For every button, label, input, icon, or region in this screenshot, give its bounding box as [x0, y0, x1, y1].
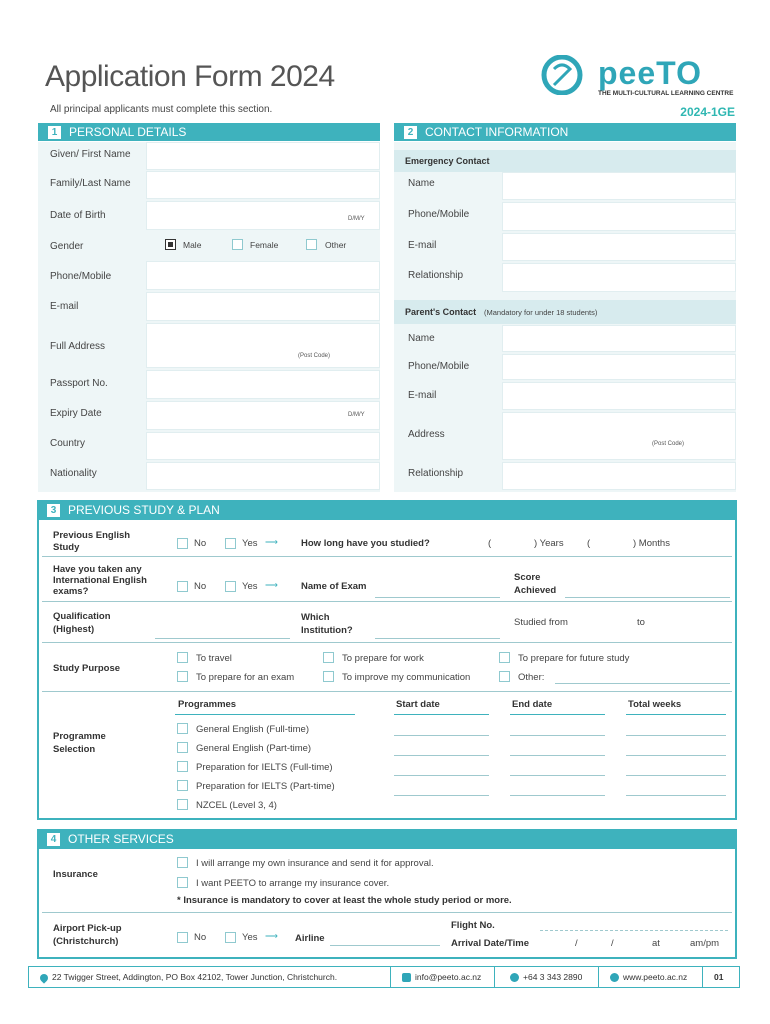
intl-exam-label: Have you taken any International English exams?	[53, 564, 147, 597]
start-date-line[interactable]	[394, 735, 489, 736]
parent-name-label: Name	[408, 333, 435, 344]
divider	[702, 967, 703, 987]
section-contact-info-header	[394, 123, 736, 141]
total-weeks-underline	[626, 714, 726, 715]
parent-email-label: E-mail	[408, 390, 437, 401]
address-field[interactable]	[146, 323, 380, 368]
expiry-field[interactable]	[146, 401, 380, 430]
years-open-paren: (	[488, 538, 492, 549]
end-date-line[interactable]	[510, 735, 605, 736]
parent-address-field[interactable]	[502, 412, 736, 460]
section-previous-study-header	[37, 500, 737, 520]
footer-email-text[interactable]: info@peeto.ac.nz	[415, 972, 482, 982]
parent-address-label: Address	[408, 429, 445, 440]
years-label: ) Years	[534, 538, 564, 549]
label-email: E-mail	[50, 301, 79, 312]
section-number: 1	[48, 126, 61, 139]
qualification-label: Qualification (Highest)	[53, 611, 111, 635]
purpose-other-label: Other:	[518, 672, 545, 683]
peeto-logo-icon	[540, 55, 592, 95]
section-number: 2	[404, 126, 417, 139]
purpose-travel-label: To travel	[196, 653, 232, 664]
end-date-line[interactable]	[510, 775, 605, 776]
label-gender: Gender	[50, 241, 84, 252]
purpose-other-checkbox[interactable]	[499, 671, 510, 682]
purpose-work-label: To prepare for work	[342, 653, 424, 664]
end-date-line[interactable]	[510, 795, 605, 796]
start-date-line[interactable]	[394, 795, 489, 796]
mail-icon	[402, 973, 411, 982]
phone-icon	[510, 973, 519, 982]
total-weeks-line[interactable]	[626, 775, 726, 776]
start-date-header: Start date	[396, 699, 440, 710]
programmes-underline	[175, 714, 355, 715]
phone-field[interactable]	[146, 261, 380, 290]
page-title: Application Form 2024	[45, 60, 335, 93]
purpose-future-study-label: To prepare for future study	[518, 653, 630, 664]
total-weeks-line[interactable]	[626, 735, 726, 736]
parent-phone-label: Phone/Mobile	[408, 361, 470, 372]
insurance-note: * Insurance is mandatory to cover at least the whole study period or more.	[177, 895, 512, 906]
programme-ielts-fulltime-label: Preparation for IELTS (Full-time)	[196, 762, 333, 773]
label-passport: Passport No.	[50, 378, 108, 389]
parent-email-field[interactable]	[502, 382, 736, 410]
flight-no-line[interactable]	[540, 930, 730, 931]
start-date-line[interactable]	[394, 775, 489, 776]
intl-exam-yes-checkbox[interactable]	[225, 581, 236, 592]
email-field[interactable]	[146, 292, 380, 321]
expiry-format-hint: D/M/Y	[348, 412, 365, 418]
programme-ge-parttime-label: General English (Part-time)	[196, 743, 312, 754]
arrival-at: at	[652, 938, 660, 949]
section-title: PREVIOUS STUDY & PLAN	[68, 503, 220, 517]
last-name-field[interactable]	[146, 171, 380, 199]
footer-phone-text[interactable]: +64 3 343 2890	[523, 972, 583, 982]
qualification-line[interactable]	[155, 638, 290, 639]
insurance-own-checkbox[interactable]	[177, 857, 188, 868]
purpose-communication-checkbox[interactable]	[323, 671, 334, 682]
programme-ielts-fulltime-checkbox[interactable]	[177, 761, 188, 772]
parent-contact-note: (Mandatory for under 18 students)	[484, 308, 598, 317]
section-other-services-header	[37, 829, 737, 849]
gender-male-checkbox[interactable]	[165, 239, 176, 250]
pickup-no-label: No	[194, 932, 207, 943]
globe-icon	[610, 973, 619, 982]
section-number: 4	[47, 833, 60, 846]
gender-other-label: Other	[325, 240, 347, 250]
end-date-line[interactable]	[510, 755, 605, 756]
months-open-paren: (	[587, 538, 591, 549]
section-title: CONTACT INFORMATION	[425, 125, 569, 139]
programme-ge-fulltime-checkbox[interactable]	[177, 723, 188, 734]
arrival-label: Arrival Date/Time	[451, 938, 529, 949]
exam-name-line[interactable]	[375, 597, 500, 598]
programmes-header: Programmes	[178, 699, 237, 710]
prev-english-yes-checkbox[interactable]	[225, 538, 236, 549]
arrow-icon: ⟶	[265, 537, 278, 547]
pickup-yes-label: Yes	[242, 932, 258, 943]
emergency-name-label: Name	[408, 178, 435, 189]
divider	[494, 967, 495, 987]
nationality-field[interactable]	[146, 462, 380, 490]
programme-ielts-parttime-label: Preparation for IELTS (Part-time)	[196, 781, 335, 792]
study-purpose-label: Study Purpose	[53, 663, 121, 674]
name-of-exam-label: Name of Exam	[301, 581, 367, 592]
label-phone: Phone/Mobile	[50, 271, 112, 282]
purpose-future-study-checkbox[interactable]	[499, 652, 510, 663]
which-institution-label: Which Institution?	[301, 612, 353, 636]
prev-english-no-checkbox[interactable]	[177, 538, 188, 549]
insurance-peeto-label: I want PEETO to arrange my insurance cover.	[196, 878, 390, 889]
emergency-email-field[interactable]	[502, 233, 736, 261]
footer-address-text: 22 Twigger Street, Addington, PO Box 42102, Tower Junction, Christchurch.	[52, 972, 338, 982]
emergency-contact-heading: Emergency Contact	[405, 156, 490, 166]
divider	[42, 601, 732, 602]
page-number: 01	[714, 972, 724, 982]
how-long-label: How long have you studied?	[301, 538, 430, 549]
end-date-underline	[510, 714, 605, 715]
start-date-underline	[394, 714, 489, 715]
form-code: 2024-1GE	[680, 105, 735, 119]
score-label: Score Achieved	[514, 572, 557, 596]
purpose-other-line[interactable]	[555, 683, 730, 684]
start-date-line[interactable]	[394, 755, 489, 756]
prev-english-label: Previous English Study	[53, 530, 131, 553]
studied-to-label: to	[637, 617, 645, 628]
logo-tagline: THE MULTI-CULTURAL LEARNING CENTRE	[598, 90, 734, 97]
page-subtitle: All principal applicants must complete this section.	[50, 104, 273, 115]
total-weeks-header: Total weeks	[628, 699, 682, 710]
label-address: Full Address	[50, 341, 106, 352]
emergency-relationship-field[interactable]	[502, 263, 736, 292]
intl-exam-no-checkbox[interactable]	[177, 581, 188, 592]
emergency-email-label: E-mail	[408, 240, 437, 251]
parent-name-field[interactable]	[502, 325, 736, 352]
address-postcode-hint: (Post Code)	[298, 353, 331, 359]
purpose-communication-label: To improve my communication	[342, 672, 471, 683]
purpose-exam-label: To prepare for an exam	[196, 672, 295, 683]
emergency-phone-field[interactable]	[502, 202, 736, 231]
section-personal-details-header	[38, 123, 380, 141]
parent-contact-heading: Parent's Contact	[405, 307, 477, 317]
divider	[739, 967, 740, 987]
footer	[28, 966, 740, 988]
footer-website[interactable]	[610, 972, 687, 982]
total-weeks-line[interactable]	[626, 755, 726, 756]
programme-ge-fulltime-label: General English (Full-time)	[196, 724, 309, 735]
prev-english-no-label: No	[194, 538, 207, 549]
studied-from-label: Studied from	[514, 617, 568, 628]
emergency-name-field[interactable]	[502, 172, 736, 200]
divider	[42, 642, 732, 643]
prev-english-yes-label: Yes	[242, 538, 258, 549]
label-first-name: Given/ First Name	[50, 149, 131, 160]
label-nationality: Nationality	[50, 468, 97, 479]
divider	[598, 967, 599, 987]
divider	[390, 967, 391, 987]
arrival-slash: /	[611, 938, 614, 949]
label-dob: Date of Birth	[50, 210, 106, 221]
section-title: OTHER SERVICES	[68, 832, 174, 846]
intl-exam-yes-label: Yes	[242, 581, 258, 592]
pickup-no-checkbox[interactable]	[177, 932, 188, 943]
purpose-travel-checkbox[interactable]	[177, 652, 188, 663]
score-line[interactable]	[565, 597, 730, 598]
airline-line[interactable]	[330, 945, 440, 946]
section-number: 3	[47, 504, 60, 517]
footer-website-text[interactable]: www.peeto.ac.nz	[623, 972, 688, 982]
gender-male-label: Male	[183, 240, 202, 250]
programme-nzcel-label: NZCEL (Level 3, 4)	[196, 800, 277, 811]
emergency-relationship-label: Relationship	[408, 270, 464, 281]
purpose-work-checkbox[interactable]	[323, 652, 334, 663]
label-expiry: Expiry Date	[50, 408, 102, 419]
footer-phone[interactable]	[510, 972, 582, 982]
label-country: Country	[50, 438, 86, 449]
insurance-label: Insurance	[53, 869, 98, 880]
emergency-phone-label: Phone/Mobile	[408, 209, 470, 220]
label-last-name: Family/Last Name	[50, 178, 131, 189]
airport-pickup-label: Airport Pick-up (Christchurch)	[53, 923, 122, 947]
dob-format-hint: D/M/Y	[348, 216, 365, 222]
pickup-yes-checkbox[interactable]	[225, 932, 236, 943]
first-name-field[interactable]	[146, 142, 380, 170]
parent-relationship-field[interactable]	[502, 462, 736, 490]
intl-exam-no-label: No	[194, 581, 207, 592]
programme-ge-parttime-checkbox[interactable]	[177, 742, 188, 753]
programme-ielts-parttime-checkbox[interactable]	[177, 780, 188, 791]
airline-label: Airline	[295, 933, 325, 944]
section-title: PERSONAL DETAILS	[69, 125, 187, 139]
parent-relationship-label: Relationship	[408, 468, 464, 479]
divider	[42, 912, 732, 913]
months-label: ) Months	[633, 538, 670, 549]
arrival-slash: /	[575, 938, 578, 949]
institution-line[interactable]	[375, 638, 500, 639]
country-field[interactable]	[146, 432, 380, 460]
total-weeks-line[interactable]	[626, 795, 726, 796]
dob-field[interactable]	[146, 201, 380, 230]
flight-no-label: Flight No.	[451, 920, 495, 931]
arrow-icon: ⟶	[265, 580, 278, 590]
programme-nzcel-checkbox[interactable]	[177, 799, 188, 810]
insurance-peeto-checkbox[interactable]	[177, 877, 188, 888]
divider	[42, 691, 732, 692]
end-date-header: End date	[512, 699, 553, 710]
divider	[28, 967, 29, 987]
location-pin-icon	[38, 972, 49, 983]
passport-field[interactable]	[146, 370, 380, 399]
gender-female-checkbox[interactable]	[232, 239, 243, 250]
divider	[42, 556, 732, 557]
arrow-icon: ⟶	[265, 931, 278, 941]
parent-postcode-hint: (Post Code)	[652, 441, 685, 447]
footer-email[interactable]	[402, 972, 481, 982]
footer-address	[40, 972, 337, 982]
programme-selection-label: Programme Selection	[53, 731, 106, 755]
gender-other-checkbox[interactable]	[306, 239, 317, 250]
insurance-own-label: I will arrange my own insurance and send it for approval.	[196, 858, 434, 869]
gender-female-label: Female	[250, 240, 279, 250]
parent-phone-field[interactable]	[502, 354, 736, 380]
logo-text: peeTO	[598, 55, 702, 91]
purpose-exam-checkbox[interactable]	[177, 671, 188, 682]
arrival-ampm: am/pm	[690, 938, 720, 949]
